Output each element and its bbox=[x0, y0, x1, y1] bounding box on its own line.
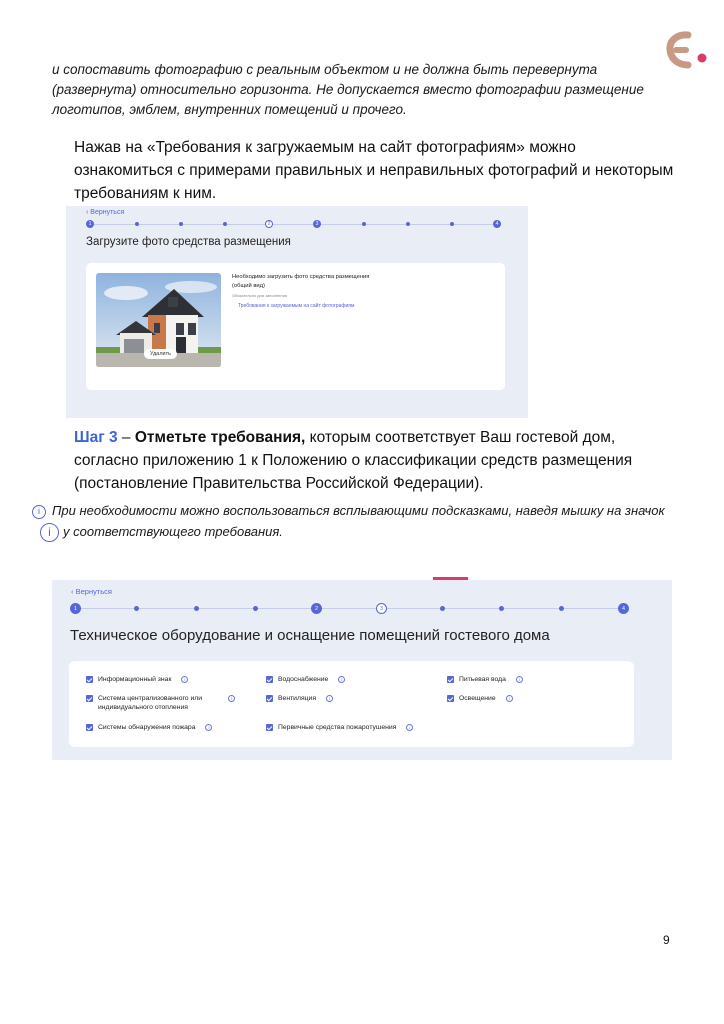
step3-text: которым соответствует Ваш гостевой дом, согласно приложению 1 к Положению о классификации средств размещения (постановление Правительства Российской Федерации). bbox=[74, 429, 633, 492]
checkbox-checked-icon[interactable] bbox=[266, 676, 273, 683]
step-dot bbox=[194, 606, 199, 611]
back-link[interactable]: ‹ Вернуться bbox=[71, 587, 112, 596]
info-icon: i bbox=[40, 523, 59, 542]
info-icon[interactable]: i bbox=[228, 695, 235, 702]
step3-label: Шаг 3 bbox=[74, 429, 118, 446]
step-4[interactable]: 4 bbox=[493, 220, 501, 228]
info-icon[interactable]: i bbox=[338, 676, 345, 683]
step-dot bbox=[134, 606, 139, 611]
delete-photo-button[interactable]: Удалить bbox=[144, 349, 177, 359]
photo-requirements-link[interactable]: Требования к загружаемым на сайт фотографиям bbox=[238, 303, 355, 309]
checkbox-heating[interactable]: Система централизованного или индивидуального отопления i bbox=[86, 694, 261, 712]
checkbox-checked-icon[interactable] bbox=[266, 724, 273, 731]
step-dot bbox=[135, 222, 139, 226]
info-icon[interactable]: i bbox=[516, 676, 523, 683]
step3-dash: – bbox=[117, 429, 135, 446]
checkbox-water-supply[interactable]: Водоснабжение i bbox=[266, 675, 345, 684]
step-dot bbox=[253, 606, 258, 611]
step-4[interactable]: 4 bbox=[618, 603, 629, 614]
step3-strong: Отметьте требования, bbox=[134, 429, 306, 446]
step-dot bbox=[223, 222, 227, 226]
step-dot bbox=[179, 222, 183, 226]
checkbox-checked-icon[interactable] bbox=[86, 676, 93, 683]
steps-line bbox=[90, 224, 498, 225]
step-dot bbox=[450, 222, 454, 226]
intro-italic-text: и сопоставить фотографию с реальным объектом и не должна быть перевернута (развернута) относительно горизонта. Не допускается вместо фотографии размещение логотипов, эмблем, внутренних помещений и прочего. bbox=[52, 62, 644, 117]
hint-text-1: При необходимости можно воспользоваться всплывающими подсказками, наведя мышку на значок bbox=[52, 503, 665, 518]
step-dot bbox=[362, 222, 366, 226]
back-link[interactable]: ‹ Вернуться bbox=[86, 209, 125, 216]
step-dot bbox=[406, 222, 410, 226]
equipment-title: Техническое оборудование и оснащение помещений гостевого дома bbox=[70, 627, 550, 644]
checkbox-ventilation[interactable]: Вентиляция i bbox=[266, 694, 333, 703]
checkbox-info-sign[interactable]: Информационный знак i bbox=[86, 675, 188, 684]
info-icon[interactable]: i bbox=[205, 724, 212, 731]
step-3[interactable]: 3 bbox=[313, 220, 321, 228]
checkbox-checked-icon[interactable] bbox=[447, 676, 454, 683]
checkbox-lighting[interactable]: Освещение i bbox=[447, 694, 513, 703]
checkbox-checked-icon[interactable] bbox=[86, 695, 93, 702]
screenshot-equipment bbox=[52, 580, 672, 760]
step-1[interactable]: 1 bbox=[70, 603, 81, 614]
step-dot bbox=[499, 606, 504, 611]
info-icon[interactable]: i bbox=[326, 695, 333, 702]
requirements-card bbox=[69, 661, 634, 747]
checkbox-fire-extinguishing[interactable]: Первичные средства пожаротушения i bbox=[266, 723, 413, 732]
step-2[interactable]: 2 bbox=[265, 220, 273, 228]
step-3[interactable]: 3 bbox=[376, 603, 387, 614]
info-icon[interactable]: i bbox=[506, 695, 513, 702]
step-2[interactable]: 2 bbox=[311, 603, 322, 614]
step3-paragraph bbox=[74, 426, 674, 495]
step-1[interactable]: 1 bbox=[86, 220, 94, 228]
info-icon: i bbox=[32, 505, 46, 519]
step-dot bbox=[559, 606, 564, 611]
checkbox-checked-icon[interactable] bbox=[266, 695, 273, 702]
info-icon[interactable]: i bbox=[181, 676, 188, 683]
screenshot-upload-photo bbox=[66, 206, 528, 418]
checkbox-checked-icon[interactable] bbox=[447, 695, 454, 702]
hint-paragraph bbox=[32, 500, 672, 542]
checkbox-drinking-water[interactable]: Питьевая вода i bbox=[447, 675, 523, 684]
upload-instruction: Необходимо загрузить фото средства размещения (общий вид) bbox=[232, 274, 370, 289]
info-icon[interactable]: i bbox=[406, 724, 413, 731]
hint-text-2: у соответствующего требования. bbox=[63, 524, 283, 539]
steps-line bbox=[76, 608, 624, 609]
checkbox-checked-icon[interactable] bbox=[86, 724, 93, 731]
paragraph-requirements: Нажав на «Требования к загружаемым на сайт фотографиям» можно ознакомиться с примерами правильных и неправильных фотографий и некоторым требованиям к ним. bbox=[74, 139, 674, 202]
upload-card bbox=[86, 263, 505, 390]
checkbox-fire-detection[interactable]: Системы обнаружения пожара i bbox=[86, 723, 212, 732]
step-dot bbox=[440, 606, 445, 611]
upload-required-note: Обязательно для заполнения bbox=[232, 293, 287, 298]
upload-title: Загрузите фото средства размещения bbox=[86, 236, 291, 248]
page-number: 9 bbox=[663, 933, 670, 947]
